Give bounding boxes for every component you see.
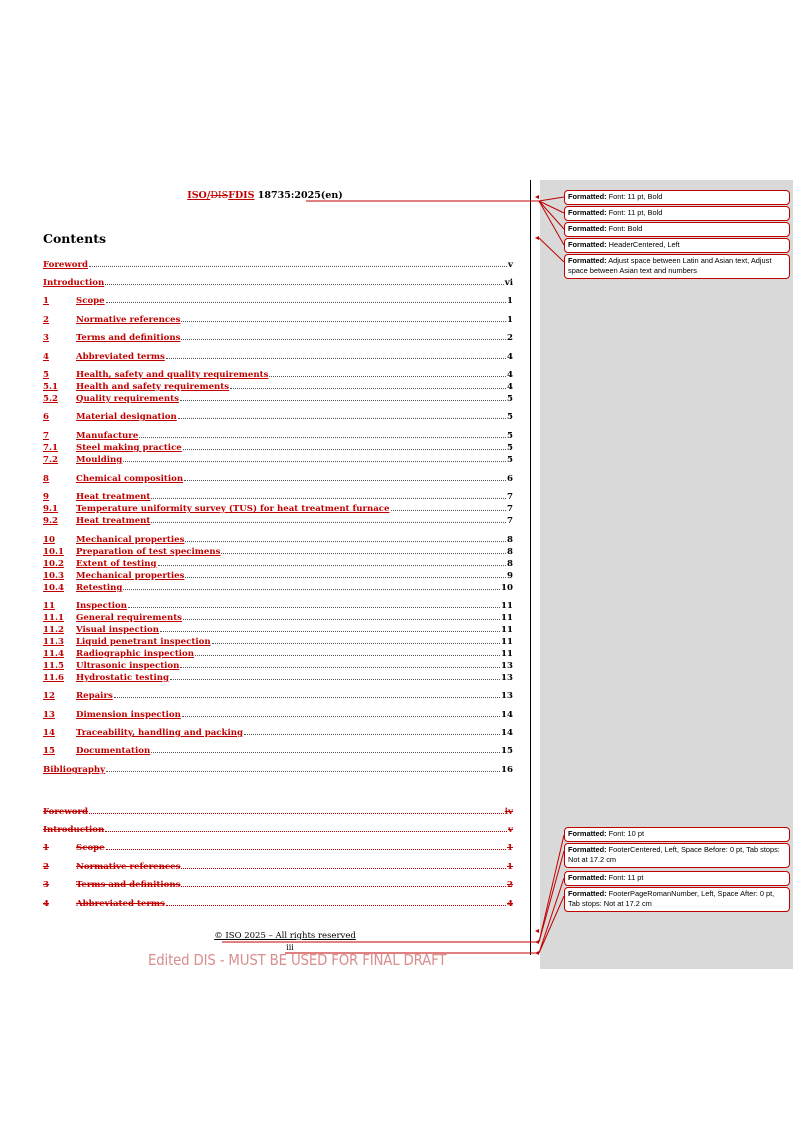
toc-title: Manufacture xyxy=(76,431,139,441)
toc-leader xyxy=(244,733,500,735)
balloon-label: Formatted: xyxy=(568,208,607,217)
formatting-balloon[interactable] xyxy=(564,222,790,237)
toc-leader xyxy=(185,576,506,578)
toc-number: 3 xyxy=(43,880,49,890)
formatting-balloon[interactable] xyxy=(564,827,790,842)
toc-leader xyxy=(183,448,506,450)
toc-number: 5.1 xyxy=(43,382,58,392)
footer-copyright xyxy=(0,931,570,941)
toc-page: 5 xyxy=(507,394,513,404)
toc-leader xyxy=(89,265,507,267)
toc-title: Chemical composition xyxy=(76,474,184,484)
toc-entry[interactable] xyxy=(43,841,513,853)
footer-copyright-text: © ISO 2025 – All rights reserved xyxy=(214,931,356,941)
toc-leader xyxy=(106,770,500,772)
toc-number: 7.1 xyxy=(43,443,58,453)
toc-entry[interactable] xyxy=(43,897,513,909)
toc-entry[interactable] xyxy=(43,490,513,502)
toc-title: Extent of testing xyxy=(76,559,157,569)
toc-leader xyxy=(105,283,504,285)
toc-page: 10 xyxy=(501,583,513,593)
toc-entry[interactable] xyxy=(43,659,513,671)
toc-entry[interactable] xyxy=(43,763,513,775)
toc-title: Heat treatment xyxy=(76,492,151,502)
toc-title: Inspection xyxy=(76,601,128,611)
balloon-label: Formatted: xyxy=(568,224,607,233)
toc-title: Health and safety requirements xyxy=(76,382,230,392)
toc-entry[interactable] xyxy=(43,472,513,484)
toc-entry[interactable] xyxy=(43,569,513,581)
balloon-label: Formatted: xyxy=(568,845,607,854)
toc-entry[interactable] xyxy=(43,878,513,890)
balloon-label: Formatted: xyxy=(568,829,607,838)
header-inserted: FDIS xyxy=(228,190,255,201)
toc-number: 15 xyxy=(43,746,55,756)
toc-leader xyxy=(114,696,500,698)
toc-number: 3 xyxy=(43,333,49,343)
toc-title: Documentation xyxy=(76,746,151,756)
toc-leader xyxy=(269,375,506,377)
toc-title: Bibliography xyxy=(43,765,106,775)
toc-page: 1 xyxy=(507,296,513,306)
balloon-label: Formatted: xyxy=(568,873,607,882)
toc-page: 13 xyxy=(501,673,513,683)
balloon-label: Formatted: xyxy=(568,192,607,201)
contents-title: Contents xyxy=(43,231,107,246)
toc-title: Ultrasonic inspection xyxy=(76,661,180,671)
toc-title: Health, safety and quality requirements xyxy=(76,370,269,380)
toc-leader xyxy=(123,588,500,590)
formatting-balloon[interactable] xyxy=(564,254,790,279)
balloon-text: Font: 11 pt, Bold xyxy=(606,208,663,217)
toc-page: iv xyxy=(504,807,513,817)
toc-leader xyxy=(151,497,506,499)
toc-number: 2 xyxy=(43,315,49,325)
header-prefix: ISO/ xyxy=(187,190,211,201)
toc-leader xyxy=(178,417,506,419)
toc-page: 15 xyxy=(501,746,513,756)
anchor-mark-2 xyxy=(535,236,539,240)
toc-leader xyxy=(166,357,506,359)
toc-page: 4 xyxy=(507,352,513,362)
toc-leader xyxy=(180,399,506,401)
toc-title: Introduction xyxy=(43,278,105,288)
toc-number: 7.2 xyxy=(43,455,58,465)
toc-leader xyxy=(170,678,500,680)
toc-number: 4 xyxy=(43,899,49,909)
toc-entry[interactable] xyxy=(43,611,513,623)
toc-leader xyxy=(181,320,506,322)
toc-leader xyxy=(166,904,506,906)
toc-page: 9 xyxy=(507,571,513,581)
toc-entry[interactable] xyxy=(43,599,513,611)
toc-leader xyxy=(182,715,500,717)
toc-number: 11.4 xyxy=(43,649,64,659)
toc-entry[interactable] xyxy=(43,744,513,756)
toc-number: 8 xyxy=(43,474,49,484)
toc-entry[interactable] xyxy=(43,258,513,270)
toc-title: Foreword xyxy=(43,260,89,270)
toc-leader xyxy=(221,552,506,554)
toc-entry[interactable] xyxy=(43,410,513,422)
toc-page: 8 xyxy=(507,535,513,545)
toc-leader xyxy=(106,848,506,850)
formatting-balloon[interactable] xyxy=(564,887,790,912)
anchor-mark-1 xyxy=(535,195,539,199)
toc-title: Moulding xyxy=(76,455,123,465)
toc-leader xyxy=(158,564,507,566)
toc-number: 13 xyxy=(43,710,55,720)
balloon-text: Font: 10 pt xyxy=(606,829,644,838)
toc-entry[interactable] xyxy=(43,557,513,569)
toc-title: Visual inspection xyxy=(76,625,159,635)
toc-page: v xyxy=(508,825,513,835)
toc-title: Terms and definitions xyxy=(76,880,181,890)
toc-entry[interactable] xyxy=(43,429,513,441)
toc-number: 11 xyxy=(43,601,55,611)
toc-entry[interactable] xyxy=(43,441,513,453)
toc-number: 2 xyxy=(43,862,49,872)
toc-page: 11 xyxy=(501,649,513,659)
toc-leader xyxy=(183,618,500,620)
toc-leader xyxy=(151,521,506,523)
margin-line xyxy=(530,180,531,955)
toc-title: Radiographic inspection xyxy=(76,649,195,659)
toc-number: 12 xyxy=(43,691,55,701)
formatting-balloon[interactable] xyxy=(564,238,790,253)
toc-page: 13 xyxy=(501,661,513,671)
toc-title: Retesting xyxy=(76,583,123,593)
toc-number: 10.2 xyxy=(43,559,64,569)
page-header xyxy=(0,190,530,201)
toc-entry[interactable] xyxy=(43,689,513,701)
toc-page: 5 xyxy=(507,455,513,465)
toc-leader xyxy=(89,812,504,814)
toc-page: 2 xyxy=(507,333,513,343)
toc-title: Hydrostatic testing xyxy=(76,673,169,683)
toc-page: 1 xyxy=(507,315,513,325)
toc-entry[interactable] xyxy=(43,647,513,659)
toc-entry[interactable] xyxy=(43,313,513,325)
toc-page: 5 xyxy=(507,412,513,422)
balloon-text: Font: Bold xyxy=(606,224,643,233)
toc-entry[interactable] xyxy=(43,392,513,404)
toc-page: 11 xyxy=(501,601,513,611)
toc-title: Normative references xyxy=(76,315,181,325)
toc-entry[interactable] xyxy=(43,708,513,720)
toc-page: 1 xyxy=(507,843,513,853)
toc-number: 10.1 xyxy=(43,547,64,557)
toc-page: vi xyxy=(504,278,513,288)
toc-number: 11.6 xyxy=(43,673,64,683)
toc-entry[interactable] xyxy=(43,294,513,306)
toc-entry[interactable] xyxy=(43,514,513,526)
toc-entry[interactable] xyxy=(43,276,513,288)
toc-title: Terms and definitions xyxy=(76,333,181,343)
balloon-text: Font: 11 pt xyxy=(606,873,644,882)
toc-number: 11.5 xyxy=(43,661,64,671)
toc-leader xyxy=(160,630,500,632)
formatting-balloon[interactable] xyxy=(564,871,790,886)
toc-title: Scope xyxy=(76,843,105,853)
balloon-text: Adjust space between Latin and Asian text, Adjust space between Asian text and numbers xyxy=(568,256,772,275)
toc-entry[interactable] xyxy=(43,545,513,557)
toc-number: 11.3 xyxy=(43,637,64,647)
toc-title: Liquid penetrant inspection xyxy=(76,637,211,647)
toc-entry[interactable] xyxy=(43,331,513,343)
toc-entry[interactable] xyxy=(43,533,513,545)
toc-page: 5 xyxy=(507,431,513,441)
toc-page: 11 xyxy=(501,625,513,635)
toc-page: 16 xyxy=(501,765,513,775)
balloon-text: FooterPageRomanNumber, Left, Space After: 0 pt, Tab stops: Not at 17.2 cm xyxy=(568,889,775,908)
toc-entry[interactable] xyxy=(43,581,513,593)
balloon-text: Font: 11 pt, Bold xyxy=(606,192,663,201)
balloon-label: Formatted: xyxy=(568,240,607,249)
toc-leader xyxy=(180,666,500,668)
toc-page: 2 xyxy=(507,880,513,890)
toc-title: Steel making practice xyxy=(76,443,182,453)
toc-number: 4 xyxy=(43,352,49,362)
formatting-balloon[interactable] xyxy=(564,206,790,221)
toc-entry[interactable] xyxy=(43,726,513,738)
toc-page: 7 xyxy=(507,516,513,526)
toc-leader xyxy=(181,885,506,887)
toc-leader xyxy=(106,301,506,303)
toc-leader xyxy=(181,338,506,340)
balloon-label: Formatted: xyxy=(568,256,607,265)
toc-title: Abbreviated terms xyxy=(76,352,165,362)
header-suffix: 18735:2025(en) xyxy=(254,190,343,201)
toc-title: Mechanical properties xyxy=(76,535,185,545)
toc-leader xyxy=(181,867,506,869)
toc-title: Foreword xyxy=(43,807,89,817)
footer-page-number: iii xyxy=(286,943,294,952)
header-deleted: DIS xyxy=(210,190,229,201)
toc-title: Traceability, handling and packing xyxy=(76,728,244,738)
toc-entry[interactable] xyxy=(43,623,513,635)
toc-page: 4 xyxy=(507,370,513,380)
toc-leader xyxy=(123,460,506,462)
toc-number: 11.2 xyxy=(43,625,64,635)
toc-page: 1 xyxy=(507,862,513,872)
toc-title: Heat treatment xyxy=(76,516,151,526)
toc-title: Abbreviated terms xyxy=(76,899,165,909)
balloon-text: FooterCentered, Left, Space Before: 0 pt, Tab stops: Not at 17.2 cm xyxy=(568,845,780,864)
toc-title: Preparation of test specimens xyxy=(76,547,221,557)
toc-title: Temperature uniformity survey (TUS) for heat treatment furnace xyxy=(76,504,390,514)
toc-title: Dimension inspection xyxy=(76,710,181,720)
toc-page: 8 xyxy=(507,547,513,557)
toc-page: 14 xyxy=(501,710,513,720)
toc-number: 7 xyxy=(43,431,49,441)
toc-page: 8 xyxy=(507,559,513,569)
toc-title: Material designation xyxy=(76,412,177,422)
toc-leader xyxy=(184,479,506,481)
toc-title: Mechanical properties xyxy=(76,571,185,581)
toc-number: 9.1 xyxy=(43,504,58,514)
toc-leader xyxy=(128,606,500,608)
toc-page: 14 xyxy=(501,728,513,738)
toc-number: 10 xyxy=(43,535,55,545)
balloon-label: Formatted: xyxy=(568,889,607,898)
toc-number: 1 xyxy=(43,843,49,853)
toc-entry[interactable] xyxy=(43,823,513,835)
toc-leader xyxy=(195,654,500,656)
toc-page: 7 xyxy=(507,504,513,514)
toc-number: 10.3 xyxy=(43,571,64,581)
toc-title: Scope xyxy=(76,296,105,306)
toc-page: 11 xyxy=(501,637,513,647)
toc-entry[interactable] xyxy=(43,350,513,362)
toc-leader xyxy=(230,387,506,389)
toc-entry[interactable] xyxy=(43,368,513,380)
toc-leader xyxy=(212,642,500,644)
toc-page: 11 xyxy=(501,613,513,623)
formatting-balloon[interactable] xyxy=(564,190,790,205)
toc-number: 9 xyxy=(43,492,49,502)
watermark: Edited DIS - MUST BE USED FOR FINAL DRAFT xyxy=(148,951,447,969)
toc-page: 7 xyxy=(507,492,513,502)
toc-title: General requirements xyxy=(76,613,183,623)
toc-entry[interactable] xyxy=(43,805,513,817)
toc-title: Introduction xyxy=(43,825,105,835)
toc-entry[interactable] xyxy=(43,671,513,683)
toc-title: Quality requirements xyxy=(76,394,179,404)
toc-entry[interactable] xyxy=(43,453,513,465)
toc-number: 5 xyxy=(43,370,49,380)
toc-title: Normative references xyxy=(76,862,181,872)
toc-page: 5 xyxy=(507,443,513,453)
toc-entry[interactable] xyxy=(43,860,513,872)
toc-entry[interactable] xyxy=(43,380,513,392)
toc-page: 6 xyxy=(507,474,513,484)
toc-entry[interactable] xyxy=(43,635,513,647)
toc-entry[interactable] xyxy=(43,502,513,514)
toc-leader xyxy=(391,509,507,511)
toc-page: v xyxy=(508,260,513,270)
toc-page: 13 xyxy=(501,691,513,701)
toc-page: 4 xyxy=(507,382,513,392)
toc-number: 6 xyxy=(43,412,49,422)
toc-number: 1 xyxy=(43,296,49,306)
toc-leader xyxy=(105,830,507,832)
toc-leader xyxy=(139,436,506,438)
toc-leader xyxy=(185,540,506,542)
balloon-text: HeaderCentered, Left xyxy=(606,240,680,249)
toc-number: 11.1 xyxy=(43,613,64,623)
toc-leader xyxy=(151,751,500,753)
formatting-balloon[interactable] xyxy=(564,843,790,868)
toc-number: 9.2 xyxy=(43,516,58,526)
toc-number: 10.4 xyxy=(43,583,64,593)
toc-number: 5.2 xyxy=(43,394,58,404)
toc-title: Repairs xyxy=(76,691,113,701)
toc-page: 4 xyxy=(507,899,513,909)
toc-number: 14 xyxy=(43,728,55,738)
